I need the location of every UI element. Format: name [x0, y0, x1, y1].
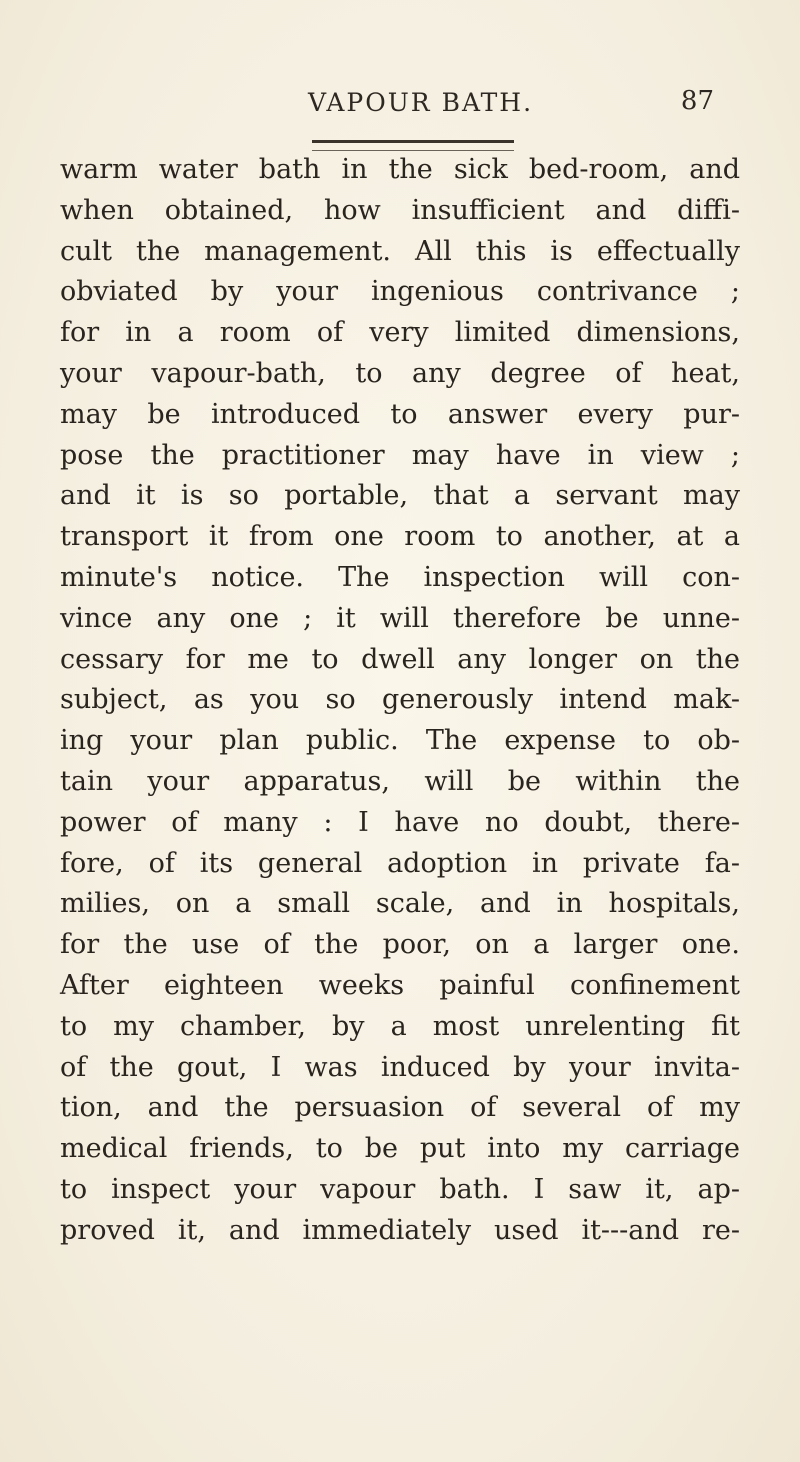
text-line: subject, as you so generously intend mak-	[60, 684, 740, 716]
running-head	[308, 88, 728, 128]
text-line: tion, and the persuasion of several of my	[60, 1092, 740, 1124]
text-line: for in a room of very limited dimensions,	[60, 317, 740, 349]
text-line: transport it from one room to another, at a	[60, 521, 740, 553]
text-line: After eighteen weeks painful confinement	[60, 969, 740, 1001]
text-line: tain your apparatus, will be within the	[60, 765, 740, 797]
text-line: milies, on a small scale, and in hospitals,	[60, 888, 740, 920]
text-line: cessary for me to dwell any longer on the	[60, 643, 740, 675]
text-line: to inspect your vapour bath. I saw it, ap-	[60, 1173, 740, 1205]
text-line: power of many : I have no doubt, there-	[60, 806, 740, 838]
text-line: vince any one ; it will therefore be unne-	[60, 602, 740, 634]
text-line: ing your plan public. The expense to ob-	[60, 725, 740, 757]
text-line: to my chamber, by a most unrelenting fit	[60, 1010, 740, 1042]
text-line: obviated by your ingenious contrivance ;	[60, 276, 740, 308]
page-number: 87	[680, 86, 714, 116]
text-line: warm water bath in the sick bed-room, and	[60, 154, 740, 185]
text-line: medical friends, to be put into my carriage	[60, 1133, 740, 1165]
body-text	[60, 150, 740, 1252]
text-line: cult the management. All this is effectually	[60, 235, 740, 267]
text-line: proved it, and immediately used it---and re-	[60, 1214, 740, 1246]
text-line: may be introduced to answer every pur-	[60, 398, 740, 430]
text-line: when obtained, how insufficient and diffi-	[60, 194, 740, 226]
running-head-title: VAPOUR BATH.	[308, 88, 534, 117]
header-rule	[312, 140, 514, 143]
text-line: for the use of the poor, on a larger one.	[60, 929, 740, 961]
text-line: fore, of its general adoption in private fa-	[60, 847, 740, 879]
text-line: your vapour-bath, to any degree of heat,	[60, 357, 740, 389]
text-line: pose the practitioner may have in view ;	[60, 439, 740, 471]
text-line: of the gout, I was induced by your invita-	[60, 1051, 740, 1083]
text-line: minute's notice. The inspection will con-	[60, 561, 740, 593]
text-line: and it is so portable, that a servant may	[60, 480, 740, 512]
